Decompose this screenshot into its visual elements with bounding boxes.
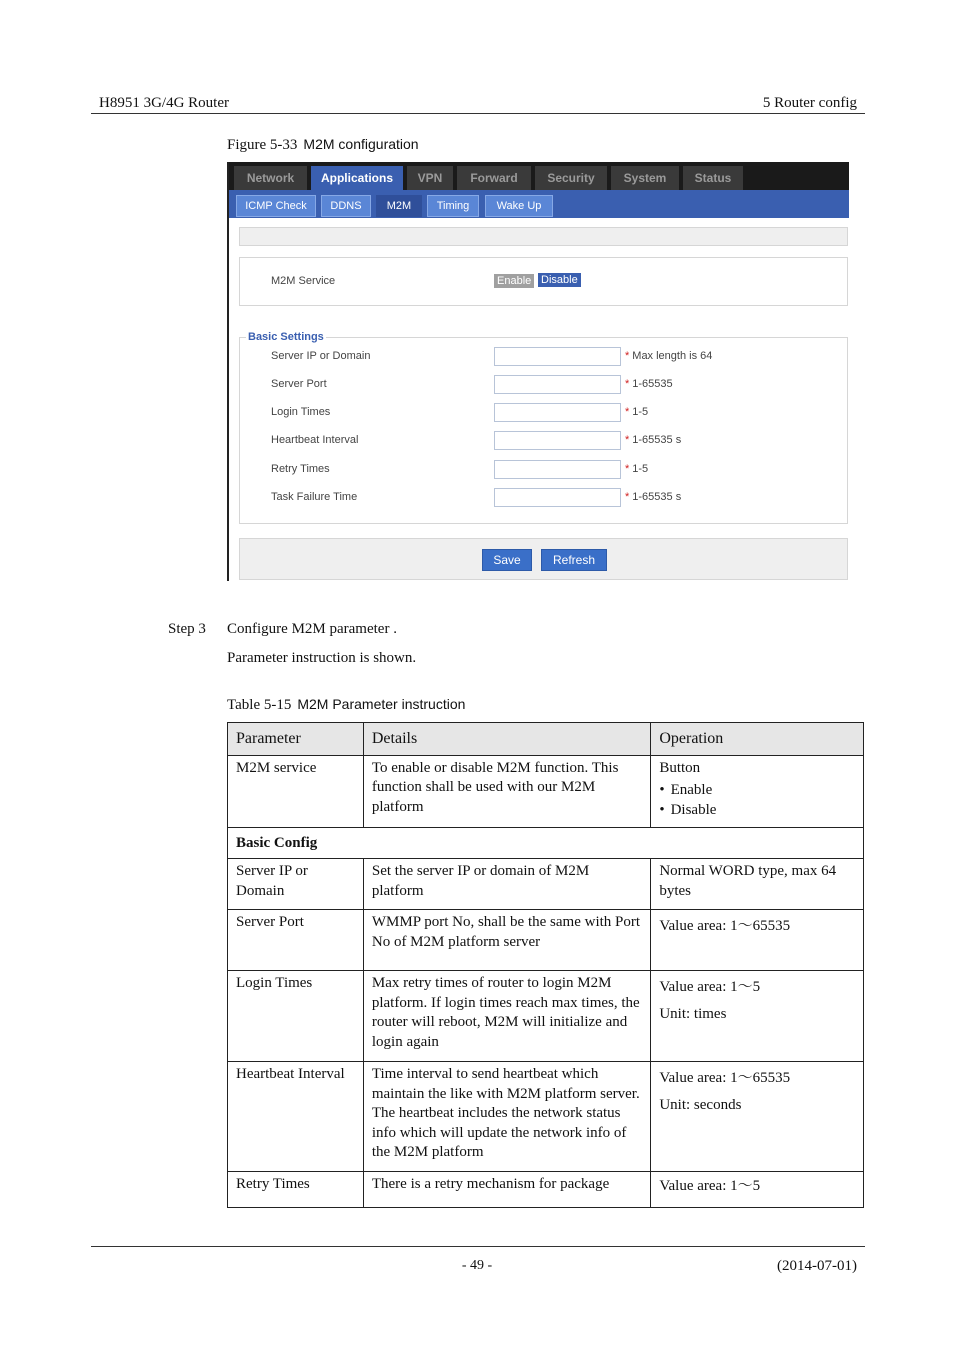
header-chapter: 5 Router config [762, 95, 857, 111]
figure-caption [227, 136, 419, 154]
operation-cell [651, 971, 864, 1062]
table-row [228, 1172, 864, 1208]
param-cell: M2M service [228, 755, 364, 827]
operation-cell: Value area: 1～5 [651, 1172, 864, 1208]
header-parameter: Parameter [228, 723, 364, 756]
login-times-label: Login Times [271, 406, 331, 418]
server-ip-label: Server IP or Domain [271, 350, 371, 362]
heartbeat-interval-label: Heartbeat Interval [271, 434, 359, 446]
server-ip-input[interactable] [494, 347, 621, 366]
heartbeat-interval-input[interactable] [494, 431, 621, 450]
table-title: M2M Parameter instruction [297, 696, 466, 712]
tab-vpn[interactable]: VPN [407, 166, 453, 190]
details-cell: Set the server IP or domain of M2M platform [363, 859, 650, 910]
footer-rule [91, 1246, 865, 1247]
tab-status[interactable]: Status [683, 166, 743, 190]
section-cell: Basic Config [228, 827, 864, 859]
table-row [228, 971, 864, 1062]
service-panel [239, 257, 848, 306]
tab-system[interactable]: System [611, 166, 679, 190]
info-bar [239, 227, 848, 246]
retry-times-label: Retry Times [271, 463, 330, 475]
subtab-wake-up[interactable]: Wake Up [485, 195, 553, 217]
table-header-row [228, 723, 864, 756]
tab-security[interactable]: Security [535, 166, 607, 190]
table-row [228, 755, 864, 827]
details-cell: Time interval to send heartbeat which maintain the like with M2M platform server. The heartbeat includes the network status info which will update the network info of the M2M platform [363, 1062, 650, 1172]
task-failure-time-input[interactable] [494, 488, 621, 507]
operation-cell [651, 1062, 864, 1172]
table-row [228, 910, 864, 971]
param-cell: Retry Times [228, 1172, 364, 1208]
page-number: - 49 - [461, 1258, 493, 1273]
operation-value: Value area: 1～65535 [659, 1070, 791, 1086]
refresh-button[interactable]: Refresh [541, 549, 607, 571]
enable-button[interactable]: Enable [494, 274, 534, 288]
server-ip-hint: * Max length is 64 [625, 350, 713, 362]
operation-unit: Unit: seconds [659, 1096, 742, 1113]
details-cell: Max retry times of router to login M2M platform. If login times reach max times, the router will reboot, M2M will initialize and login again [363, 971, 650, 1062]
task-failure-time-label: Task Failure Time [271, 491, 358, 503]
disable-button[interactable]: Disable [538, 273, 581, 287]
basic-settings-fieldset [239, 331, 848, 524]
heartbeat-interval-hint: * 1-65535 s [625, 434, 682, 446]
header-title: H8951 3G/4G Router [99, 95, 229, 111]
operation-cell: Normal WORD type, max 64 bytes [651, 859, 864, 910]
operation-title: Button [659, 759, 701, 776]
subtab-icmp-check[interactable]: ICMP Check [236, 195, 316, 217]
subtab-ddns[interactable]: DDNS [321, 195, 371, 217]
operation-value: Value area: 1～5 [659, 979, 761, 995]
server-port-label: Server Port [271, 378, 327, 390]
document-date: (2014-07-01) [777, 1258, 857, 1274]
table-row [228, 1062, 864, 1172]
figure-number: Figure 5-33 [227, 137, 298, 153]
tab-forward[interactable]: Forward [457, 166, 531, 190]
action-bar [239, 538, 848, 580]
subtab-m2m[interactable]: M2M [376, 195, 422, 217]
parameter-table [227, 722, 864, 1208]
tab-network[interactable]: Network [234, 166, 307, 190]
figure-title: M2M configuration [303, 136, 419, 152]
table-caption [227, 696, 465, 714]
retry-times-hint: * 1-5 [625, 463, 649, 475]
operation-cell [651, 755, 864, 827]
param-cell: Login Times [228, 971, 364, 1062]
header-details: Details [363, 723, 650, 756]
details-cell: WMMP port No, shall be the same with Port No of M2M platform server [363, 910, 650, 971]
step-text: Configure M2M parameter . [227, 621, 397, 637]
task-failure-time-hint: * 1-65535 s [625, 491, 682, 503]
server-port-hint: * 1-65535 [625, 378, 673, 390]
operation-unit: Unit: times [659, 1005, 727, 1022]
operation-list [659, 781, 855, 820]
details-cell: There is a retry mechanism for package [363, 1172, 650, 1208]
server-port-input[interactable] [494, 375, 621, 394]
login-times-input[interactable] [494, 403, 621, 422]
list-item: • Disable [659, 801, 855, 821]
list-item: • Enable [659, 781, 855, 801]
basic-settings-legend: Basic Settings [248, 331, 324, 343]
top-nav-bar [229, 162, 849, 190]
screenshot-border [227, 162, 229, 581]
m2m-service-label: M2M Service [271, 275, 336, 287]
sub-nav-bar [229, 190, 849, 218]
table-number: Table 5-15 [227, 697, 292, 713]
save-button[interactable]: Save [482, 549, 532, 571]
step-subtext: Parameter instruction is shown. [227, 650, 417, 666]
retry-times-input[interactable] [494, 460, 621, 479]
details-cell: To enable or disable M2M function. This function shall be used with our M2M platform [363, 755, 650, 827]
step-label: Step 3 [168, 621, 206, 637]
subtab-timing[interactable]: Timing [427, 195, 479, 217]
table-section-row [228, 827, 864, 859]
param-cell: Server Port [228, 910, 364, 971]
header-rule [91, 113, 865, 114]
login-times-hint: * 1-5 [625, 406, 649, 418]
tab-applications[interactable]: Applications [311, 166, 403, 190]
param-cell: Heartbeat Interval [228, 1062, 364, 1172]
operation-cell: Value area: 1～65535 [651, 910, 864, 971]
table-row [228, 859, 864, 910]
param-cell: Server IP or Domain [228, 859, 364, 910]
header-operation: Operation [651, 723, 864, 756]
